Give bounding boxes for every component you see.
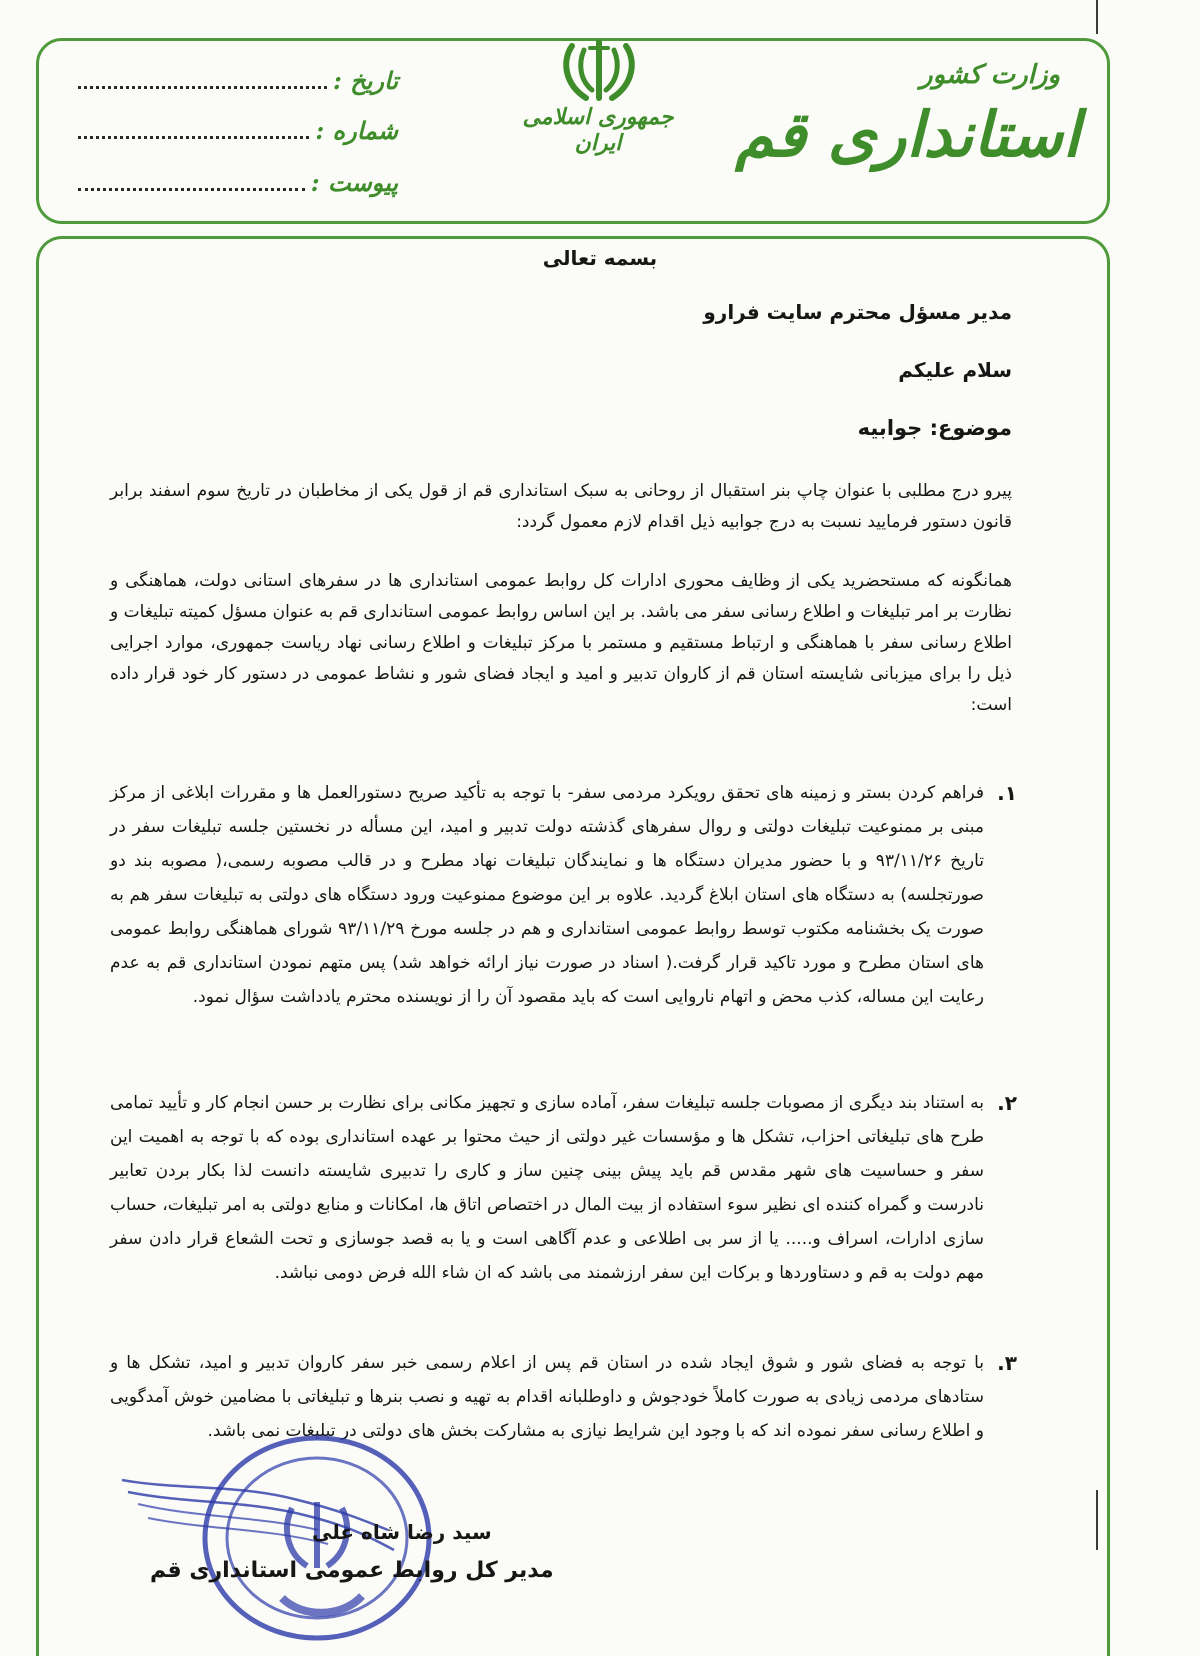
greeting: سلام علیکم bbox=[898, 358, 1012, 382]
scan-edge-line bbox=[1096, 0, 1098, 34]
invocation: بسمه تعالی bbox=[542, 246, 658, 270]
list-item-number: ۱. bbox=[997, 781, 1017, 805]
number-field bbox=[78, 120, 309, 139]
list-item-text: با توجه به فضای شور و شوق ایجاد شده در استان قم پس از اعلام رسمی خبر سفر کاروان تدبیر و امید، تشکل ها و ستادهای مردمی زیادی به صورت کاملاً خودجوش و داوطلبانه اقدام به تهیه و نصب بنرها و تبلیغاتی با مضامین خوش آمدگویی و اطلاع رسانی سفر نموده اند که با وجود این شرایط نیازی به مشارکت بخش های دولتی در تبلیغات نمی باشد. bbox=[110, 1353, 984, 1441]
date-label: تاریخ : bbox=[333, 66, 398, 95]
attachment-field bbox=[78, 172, 305, 191]
addressee: مدیر مسؤل محترم سایت فرارو bbox=[703, 300, 1012, 324]
number-label: شماره : bbox=[315, 116, 398, 145]
subject-line: موضوع: جوابیه bbox=[857, 416, 1012, 440]
list-item bbox=[110, 776, 1020, 1014]
governorate-name: استانداری قم bbox=[735, 98, 1080, 171]
date-field bbox=[78, 70, 327, 89]
list-item bbox=[110, 1086, 1020, 1290]
republic-name: جمهوری اسلامی ایران bbox=[522, 104, 674, 156]
list-item-text: فراهم کردن بستر و زمینه های تحقق رویکرد مردمی سفر- با توجه به تأکید صریح دستورالعمل ها و مقررات ابلاغی از مرکز مبنی بر ممنوعیت تبلیغات دولتی و روال سفرهای گذشته دولت تدبیر و امید، این مسأله در نخستین جلسه تبلیغات سفر در تاریخ ۹۳/۱۱/۲۶ و با حضور مدیران دستگاه ها و نمایندگان تبلیغات نهاد مطرح و در قالب مصوبه رسمی،( مصوبه بند دو صورتجلسه) به دستگاه های استان ابلاغ گردید. علاوه بر این موضوع ممنوعیت ورود دستگاه های دولتی به تبلیغات سفر هم به صورت یک بخشنامه مکتوب توسط روابط عمومی استانداری و هم در جلسه مورخ ۹۳/۱۱/۲۹ شورای هماهنگی روابط عمومی های استان مطرح و مورد تاکید قرار گرفت.( اسناد در صورت نیاز ارائه خواهد شد) پس متهم نمودن استانداری قم به عدم رعایت این مساله، کذب محض و اتهام ناروایی است که باید مقصود آن را از نویسنده محترم یادداشت سؤال نمود. bbox=[110, 783, 984, 1007]
signer-title: مدیر کل روابط عمومی استانداری قم bbox=[150, 1558, 554, 1583]
scan-edge-line bbox=[1096, 1490, 1098, 1550]
list-item-text: به استناد بند دیگری از مصوبات جلسه تبلیغات سفر، آماده سازی و تجهیز مکانی برای نظارت بر حسن انجام کار و تأیید تمامی طرح های تبلیغاتی احزاب، تشکل ها و مؤسسات غیر دولتی از حیث محتوا بر عهده استانداری بوده که با توجه به اهمیت این سفر و حساسیت های شهر مقدس قم باید پیش بینی چنین ساز و کاری را تدبیری شایسته دانست لذا بکار بردن تعابیر نادرست و گمراه کننده ای نظیر سوء استفاده از بیت المال در اختصاص اتاق ها، امکانات و منابع دولتی به امر تبلیغات، حساب سازی ادارات، اسراف و..... یا از سر بی اطلاعی و عدم آگاهی است و یا به قصد جوسازی و تحت الشعاع قرار دادن سفر مهم دولت به قم و دستاوردها و برکات این سفر ارزشمند می باشد که ان شاء الله فرض دومی نباشد. bbox=[110, 1093, 984, 1283]
attachment-row bbox=[78, 168, 398, 204]
context-paragraph: همانگونه که مستحضرید یکی از وظایف محوری ادارات کل روابط عمومی استانداری ها در سفرهای استانی دولت، هماهنگی و نظارت بر امر تبلیغات و اطلاع رسانی سفر می باشد. بر این اساس روابط عمومی استانداری قم به عنوان مسؤل کمیته تبلیغات و اطلاع رسانی سفر با هماهنگی و ارتباط مستقیم و مستمر با مرکز تبلیغات و اطلاع رسانی نهاد ریاست جمهوری، موارد اجرایی ذیل را برای میزبانی شایسته استان قم از کاروان تدبیر و امید و ایجاد فضای شور و نشاط عمومی در دستور کار خود قرار داده است: bbox=[110, 571, 1012, 715]
intro-paragraph: پیرو درج مطلبی با عنوان چاپ بنر استقبال از روحانی به سبک استانداری قم از قول یکی از مخاطبان در تاریخ سوم اسفند برابر قانون دستور فرمایید نسبت به درج جوابیه ذیل اقدام لازم معمول گردد: bbox=[110, 481, 1012, 532]
iran-emblem-icon bbox=[560, 40, 638, 106]
attachment-label: پیوست : bbox=[310, 168, 398, 197]
list-item-number: ۲. bbox=[997, 1091, 1017, 1115]
list-item-number: ۳. bbox=[997, 1351, 1017, 1375]
signer-name: سید رضا شاه علی bbox=[312, 1520, 492, 1544]
ministry-name: وزارت کشور bbox=[920, 60, 1060, 90]
date-row bbox=[78, 66, 398, 102]
number-row bbox=[78, 116, 398, 152]
